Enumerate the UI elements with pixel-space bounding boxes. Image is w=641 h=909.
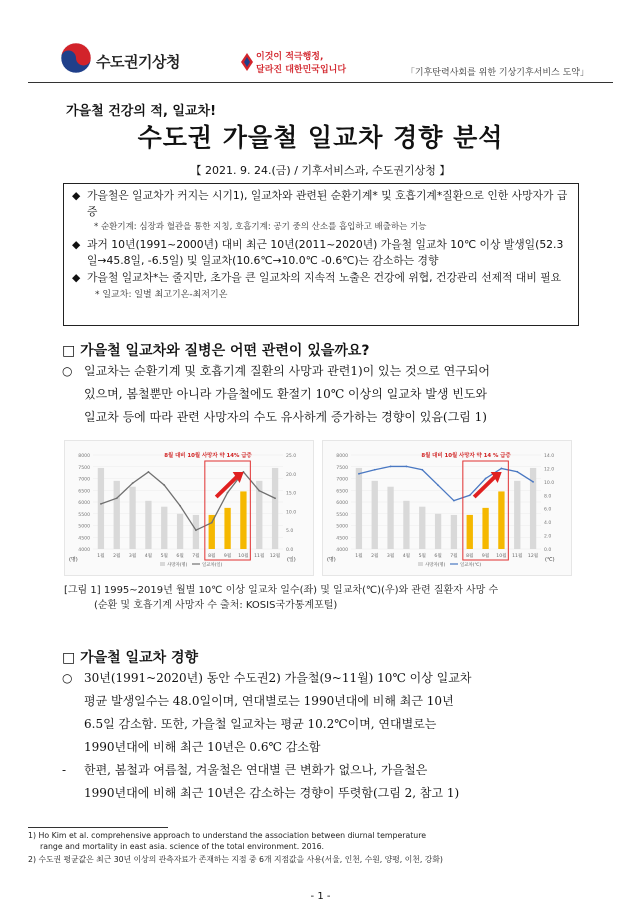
bar [435,514,441,549]
legend-bar-swatch [418,562,423,566]
bar [403,501,409,549]
y-left-tick-label: 7000 [336,477,348,483]
footnote-1 [28,830,588,852]
y-right-tick-label: 5.0 [286,529,294,535]
summary-bullet-2-text: 과거 10년(1991~2000년) 대비 최근 10년(2011~2020년) 가을철 일교차 10℃ 이상 발생일(52.3일→45.8일, -6.5일) 및 일교차(10.6℃→10.0℃ -0.6℃)는 감소하는 경향 [87,238,564,267]
line-point [374,469,376,471]
x-tick-label: 12월 [269,554,281,559]
y-right-tick-label: 8.0 [544,494,552,500]
bar [209,515,215,549]
footnote-2: 2) 수도권 평균값은 최근 30년 이상의 관측자료가 존재하는 지점 중 6개 지점값을 사용(서울, 인천, 수원, 양평, 이천, 강화) [28,855,443,864]
x-tick-label: 9월 [223,554,232,559]
x-tick-label: 11월 [254,554,265,559]
y-left-tick-label: 5500 [78,512,90,518]
section-1-line-2: 있으며, 봄철뿐만 아니라 가을철에도 환절기 10℃ 이상의 일교차 발생 빈도와 [84,387,488,401]
circle-bullet-icon: ○ [62,671,73,685]
y-right-tick-label: 14.0 [544,454,555,459]
y-left-tick-label: 8000 [336,454,348,459]
section-2-line-4: 1990년대에 비해 최근 10년은 0.6℃ 감소함 [84,740,321,754]
header-tagline: 「기후탄력사회를 위한 기상기후서비스 도약」 [405,68,589,78]
y-right-unit: (℃) [545,557,555,563]
line-point [258,490,260,492]
chart-title: 8월 대비 10월 사망자 약 14 % 급증 [421,453,511,459]
bar [467,515,473,549]
bar [514,481,520,549]
y-right-tick-label: 0.0 [286,548,294,553]
organization-name: 수도권기상청 [96,53,180,71]
x-tick-label: 8월 [208,554,216,559]
line-point [485,478,487,480]
bar [114,481,120,549]
x-tick-label: 2월 [113,554,121,559]
footnote-1-line-1: 1) Ho Kim et al. comprehensive approach to understand the association between diurnal temperature [28,831,427,840]
x-tick-label: 9월 [481,554,490,559]
line-point [437,484,439,486]
figure-caption-line-1: [그림 1] 1995~2019년 월별 10℃ 이상 일교차 일수(좌) 및 일교차(℃)(우)와 관련 질환자 사망 수 [64,585,499,596]
y-right-tick-label: 25.0 [286,454,297,459]
line-point [148,471,150,473]
line-point [100,503,102,505]
y-right-tick-label: 10.0 [286,510,297,516]
document-subtitle: 가을철 건강의 적, 일교차! [66,104,217,119]
summary-bullet-1-text: 가을철은 일교차가 커지는 시기1), 일교차와 관련된 순환기계* 및 호흡기계*질환으로 인한 사망자가 급증 [87,189,568,218]
bar [272,468,278,549]
figure-caption [64,583,498,613]
summary-bullet-1-note: * 순환기계: 심장과 혈관을 통한 지칭, 호흡기계: 공기 중의 산소를 흡입하고 배출하는 기능 [94,222,427,232]
summary-bullet-3-body: 가을철 일교차*는 줄지만, 초가을 큰 일교차의 지속적 노출은 건강에 위협, 건강관리 선제적 대비 필요 [87,271,562,284]
header-divider [28,82,613,83]
y-right-tick-label: 10.0 [544,480,555,486]
chart-left-panel [64,440,314,576]
x-tick-label: 8월 [466,554,474,559]
y-left-tick-label: 6000 [78,501,90,506]
x-tick-label: 3월 [386,554,395,559]
x-tick-label: 4월 [144,554,153,559]
chart-title: 8월 대비 10월 사망자 약 14% 급증 [164,453,252,459]
y-right-tick-label: 6.0 [544,507,552,513]
slogan-logo [240,52,254,72]
diamond-bullet-icon: ◆ [72,271,81,284]
slogan-line-2: 달라진 대한민국입니다 [256,65,347,75]
y-left-tick-label: 4000 [336,548,348,553]
line-point [116,497,118,499]
x-tick-label: 7월 [192,554,200,559]
page-number: - 1 - [310,891,331,902]
section-2-paragraph [62,667,582,805]
section-2-line-3: 6.5일 감소함. 또한, 가을철 일교차는 평균 10.2℃이며, 연대별로는 [84,717,437,731]
legend-label: 일교차(℃) [460,563,482,568]
section-1-heading: □ 가을철 일교차와 질병은 어떤 관련이 있을까요? [62,343,370,359]
y-right-tick-label: 4.0 [544,521,552,527]
figure-caption-line-2: (순환 및 호흡기계 사망자 수 출처: KOSIS국가통계포털) [94,600,338,611]
dateline: 【 2021. 9. 24.(금) / 기후서비스과, 수도권기상청 】 [190,164,451,177]
legend-bar-swatch [160,562,165,566]
x-tick-label: 11월 [512,554,523,559]
bar [451,515,457,549]
x-tick-label: 2월 [371,554,379,559]
section-2-heading: □ 가을철 일교차 경향 [62,650,199,666]
bar [498,491,504,549]
document-title: 수도권 가을철 일교차 경향 분석 [137,123,504,152]
line-point [358,473,360,475]
y-left-tick-label: 6500 [336,489,348,495]
line-point [227,492,229,494]
line-point [469,494,471,496]
section-2-line-1: 30년(1991~2020년) 동안 수도권2) 가을철(9~11월) 10℃ 이상 일교차 [84,671,472,685]
y-right-unit: (일) [287,557,296,563]
bar [177,514,183,549]
line-point [132,482,134,484]
line-point [195,529,197,531]
y-left-unit: (명) [327,557,336,563]
summary-box [63,183,579,326]
y-right-tick-label: 12.0 [544,467,555,473]
summary-bullet-2 [72,237,570,268]
line-point [274,497,276,499]
circle-bullet-icon: ○ [62,364,73,378]
x-tick-label: 4월 [402,554,411,559]
line-point [211,522,213,524]
legend-label: 사망자(명) [425,563,446,568]
y-right-tick-label: 15.0 [286,491,297,497]
line-point [532,481,534,483]
summary-bullet-3-text [87,270,570,303]
section-1-line-1: 일교차는 순환기계 및 호흡기계 질환의 사망과 관련1)이 있는 것으로 연구되어 [84,364,491,378]
section-1-line-3: 일교차 등에 따라 관련 사망자의 수도 유사하게 증가하는 경향이 있음(그림 1) [84,410,487,424]
chart-right-panel [322,440,572,576]
bar [356,468,362,549]
dash-bullet: - [62,763,67,777]
y-left-tick-label: 5000 [336,524,348,530]
section-1-paragraph [62,360,582,429]
y-left-tick-label: 5000 [78,524,90,530]
x-tick-label: 5월 [160,554,168,559]
x-tick-label: 1월 [97,554,105,559]
section-2-line-2: 평균 발생일수는 48.0일이며, 연대별로는 1990년대에 비해 최근 10년 [84,694,454,708]
bar [482,508,488,549]
bar [161,507,167,549]
x-tick-label: 12월 [527,554,539,559]
summary-bullet-1 [72,188,570,219]
y-left-tick-label: 4000 [78,548,90,553]
chart-right [323,441,571,575]
line-point [406,466,408,468]
bar [224,508,230,549]
section-2-line-5: 한편, 봄철과 여름철, 겨울철은 연대별 큰 변화가 없으나, 가을철은 [84,763,428,777]
y-left-tick-label: 7500 [78,465,90,471]
slogan-mark-icon [240,52,254,72]
line-point [179,505,181,507]
bar [372,481,378,549]
line-point [516,471,518,473]
line-point [501,468,503,470]
x-tick-label: 10월 [238,554,249,559]
bar [387,487,393,549]
y-right-tick-label: 20.0 [286,472,297,478]
x-tick-label: 3월 [128,554,137,559]
y-right-tick-label: 0.0 [544,548,552,553]
line-point [453,500,455,502]
y-left-tick-label: 4500 [78,536,90,542]
series-line [101,472,275,530]
y-right-tick-label: 2.0 [544,534,552,540]
y-left-tick-label: 6000 [336,501,348,506]
summary-bullet-3-note: * 일교차: 일별 최고기온-최저기온 [95,289,228,300]
bar [129,487,135,549]
x-tick-label: 1월 [355,554,363,559]
bar [98,468,104,549]
line-point [390,466,392,468]
y-left-tick-label: 5500 [336,512,348,518]
bar [193,515,199,549]
summary-bullet-3 [72,270,570,303]
footnote-1-line-2: range and mortality in east asia. science of the total environment. 2016. [40,842,325,851]
y-left-unit: (명) [69,557,78,563]
legend-label: 사망자(명) [167,563,188,568]
taegeuk-logo-icon [60,42,92,74]
footnote-divider [28,827,168,828]
logo [60,42,92,74]
y-left-tick-label: 7500 [336,465,348,471]
slogan-line-1: 이것이 적극행정, [256,52,324,62]
x-tick-label: 10월 [496,554,507,559]
chart-left [65,441,313,575]
legend-label: 일교차(일) [202,563,223,568]
x-tick-label: 6월 [434,554,442,559]
bar [145,501,151,549]
diamond-bullet-icon: ◆ [72,189,81,202]
x-tick-label: 7월 [450,554,458,559]
x-tick-label: 5월 [418,554,426,559]
diamond-bullet-icon: ◆ [72,238,81,251]
y-left-tick-label: 7000 [78,477,90,483]
line-point [163,484,165,486]
x-tick-label: 6월 [176,554,184,559]
y-left-tick-label: 4500 [336,536,348,542]
bar [240,491,246,549]
line-point [421,469,423,471]
series-line [359,466,533,500]
section-2-line-6: 1990년대에 비해 최근 10년은 감소하는 경향이 뚜렷함(그림 2, 참고 1) [84,786,460,800]
y-left-tick-label: 6500 [78,489,90,495]
y-left-tick-label: 8000 [78,454,90,459]
bar [419,507,425,549]
